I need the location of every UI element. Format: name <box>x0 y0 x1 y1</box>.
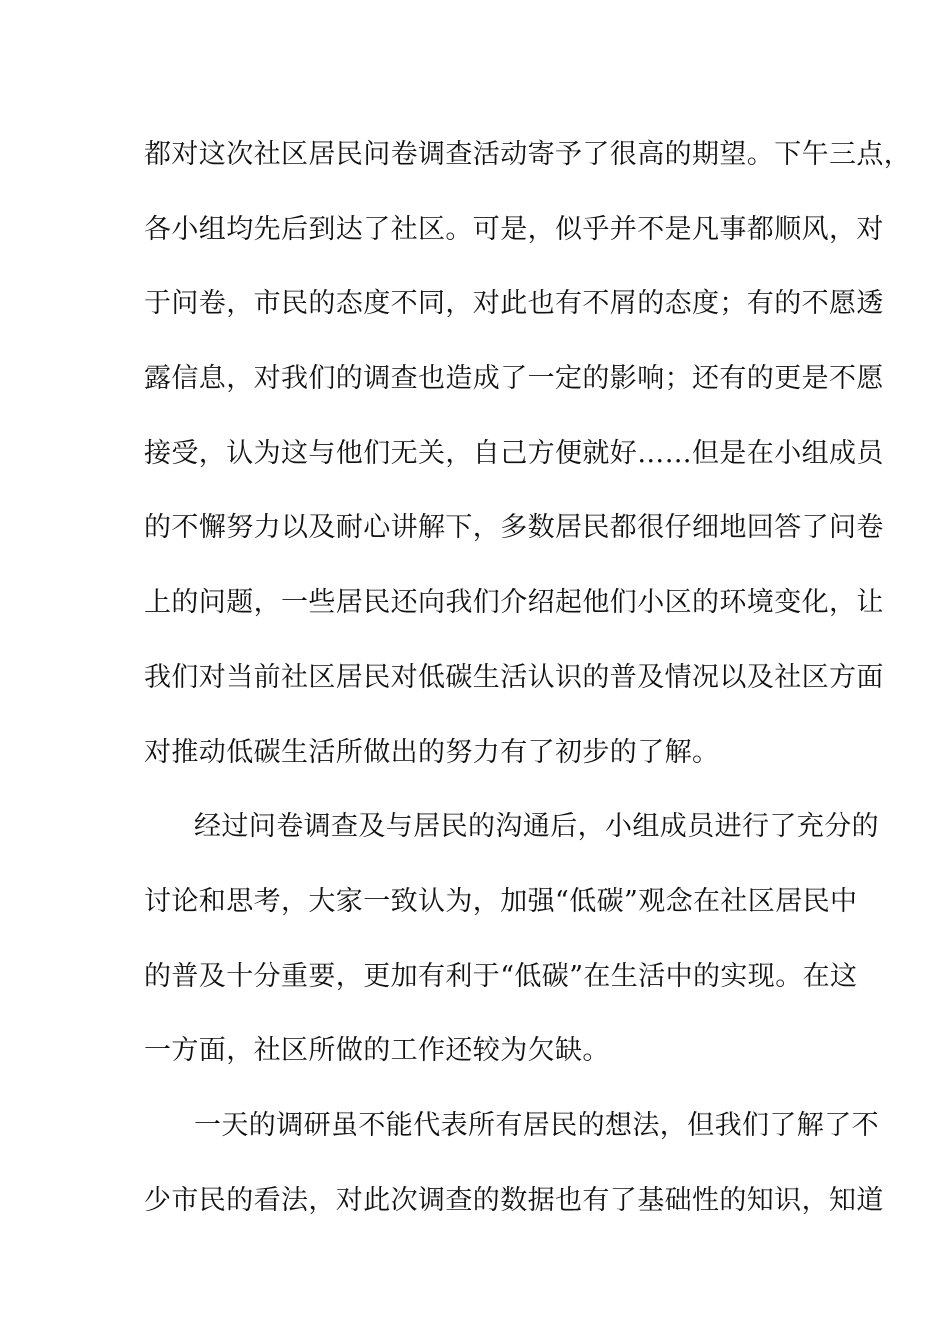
text-line: 的普及十分重要，更加有利于“低碳”在生活中的实现。在这 <box>144 960 858 992</box>
text-line: 露信息，对我们的调查也造成了一定的影响；还有的更是不愿 <box>144 363 884 395</box>
text-line: 的不懈努力以及耐心讲解下，多数居民都很仔细地回答了问卷 <box>144 512 884 544</box>
text-line: 都对这次社区居民问卷调查活动寄予了很高的期望。下午三点， <box>144 139 912 170</box>
text-line: 一方面，社区所做的工作还较为欠缺。 <box>144 1035 610 1067</box>
text-line: 于问卷，市民的态度不同，对此也有不屑的态度；有的不愿透 <box>144 288 884 320</box>
text-line: 各小组均先后到达了社区。可是，似乎并不是凡事都顺风，对 <box>144 213 884 245</box>
paragraph-first-line: 经过问卷调查及与居民的沟通后，小组成员进行了充分的 <box>194 811 879 843</box>
text-line: 我们对当前社区居民对低碳生活认识的普及情况以及社区方面 <box>144 661 884 693</box>
paragraph-first-line: 一天的调研虽不能代表所有居民的想法，但我们了解了不 <box>194 1109 879 1141</box>
text-line: 少市民的看法，对此次调查的数据也有了基础性的知识，知道 <box>144 1184 884 1216</box>
body-text <box>144 118 912 1238</box>
text-line: 上的问题，一些居民还向我们介绍起他们小区的环境变化，让 <box>144 587 884 619</box>
text-line: 接受，认为这与他们无关，自己方便就好……但是在小组成员 <box>144 437 884 469</box>
text-line: 对推动低碳生活所做出的努力有了初步的了解。 <box>144 736 720 768</box>
text-line: 讨论和思考，大家一致认为，加强“低碳”观念在社区居民中 <box>144 885 858 917</box>
